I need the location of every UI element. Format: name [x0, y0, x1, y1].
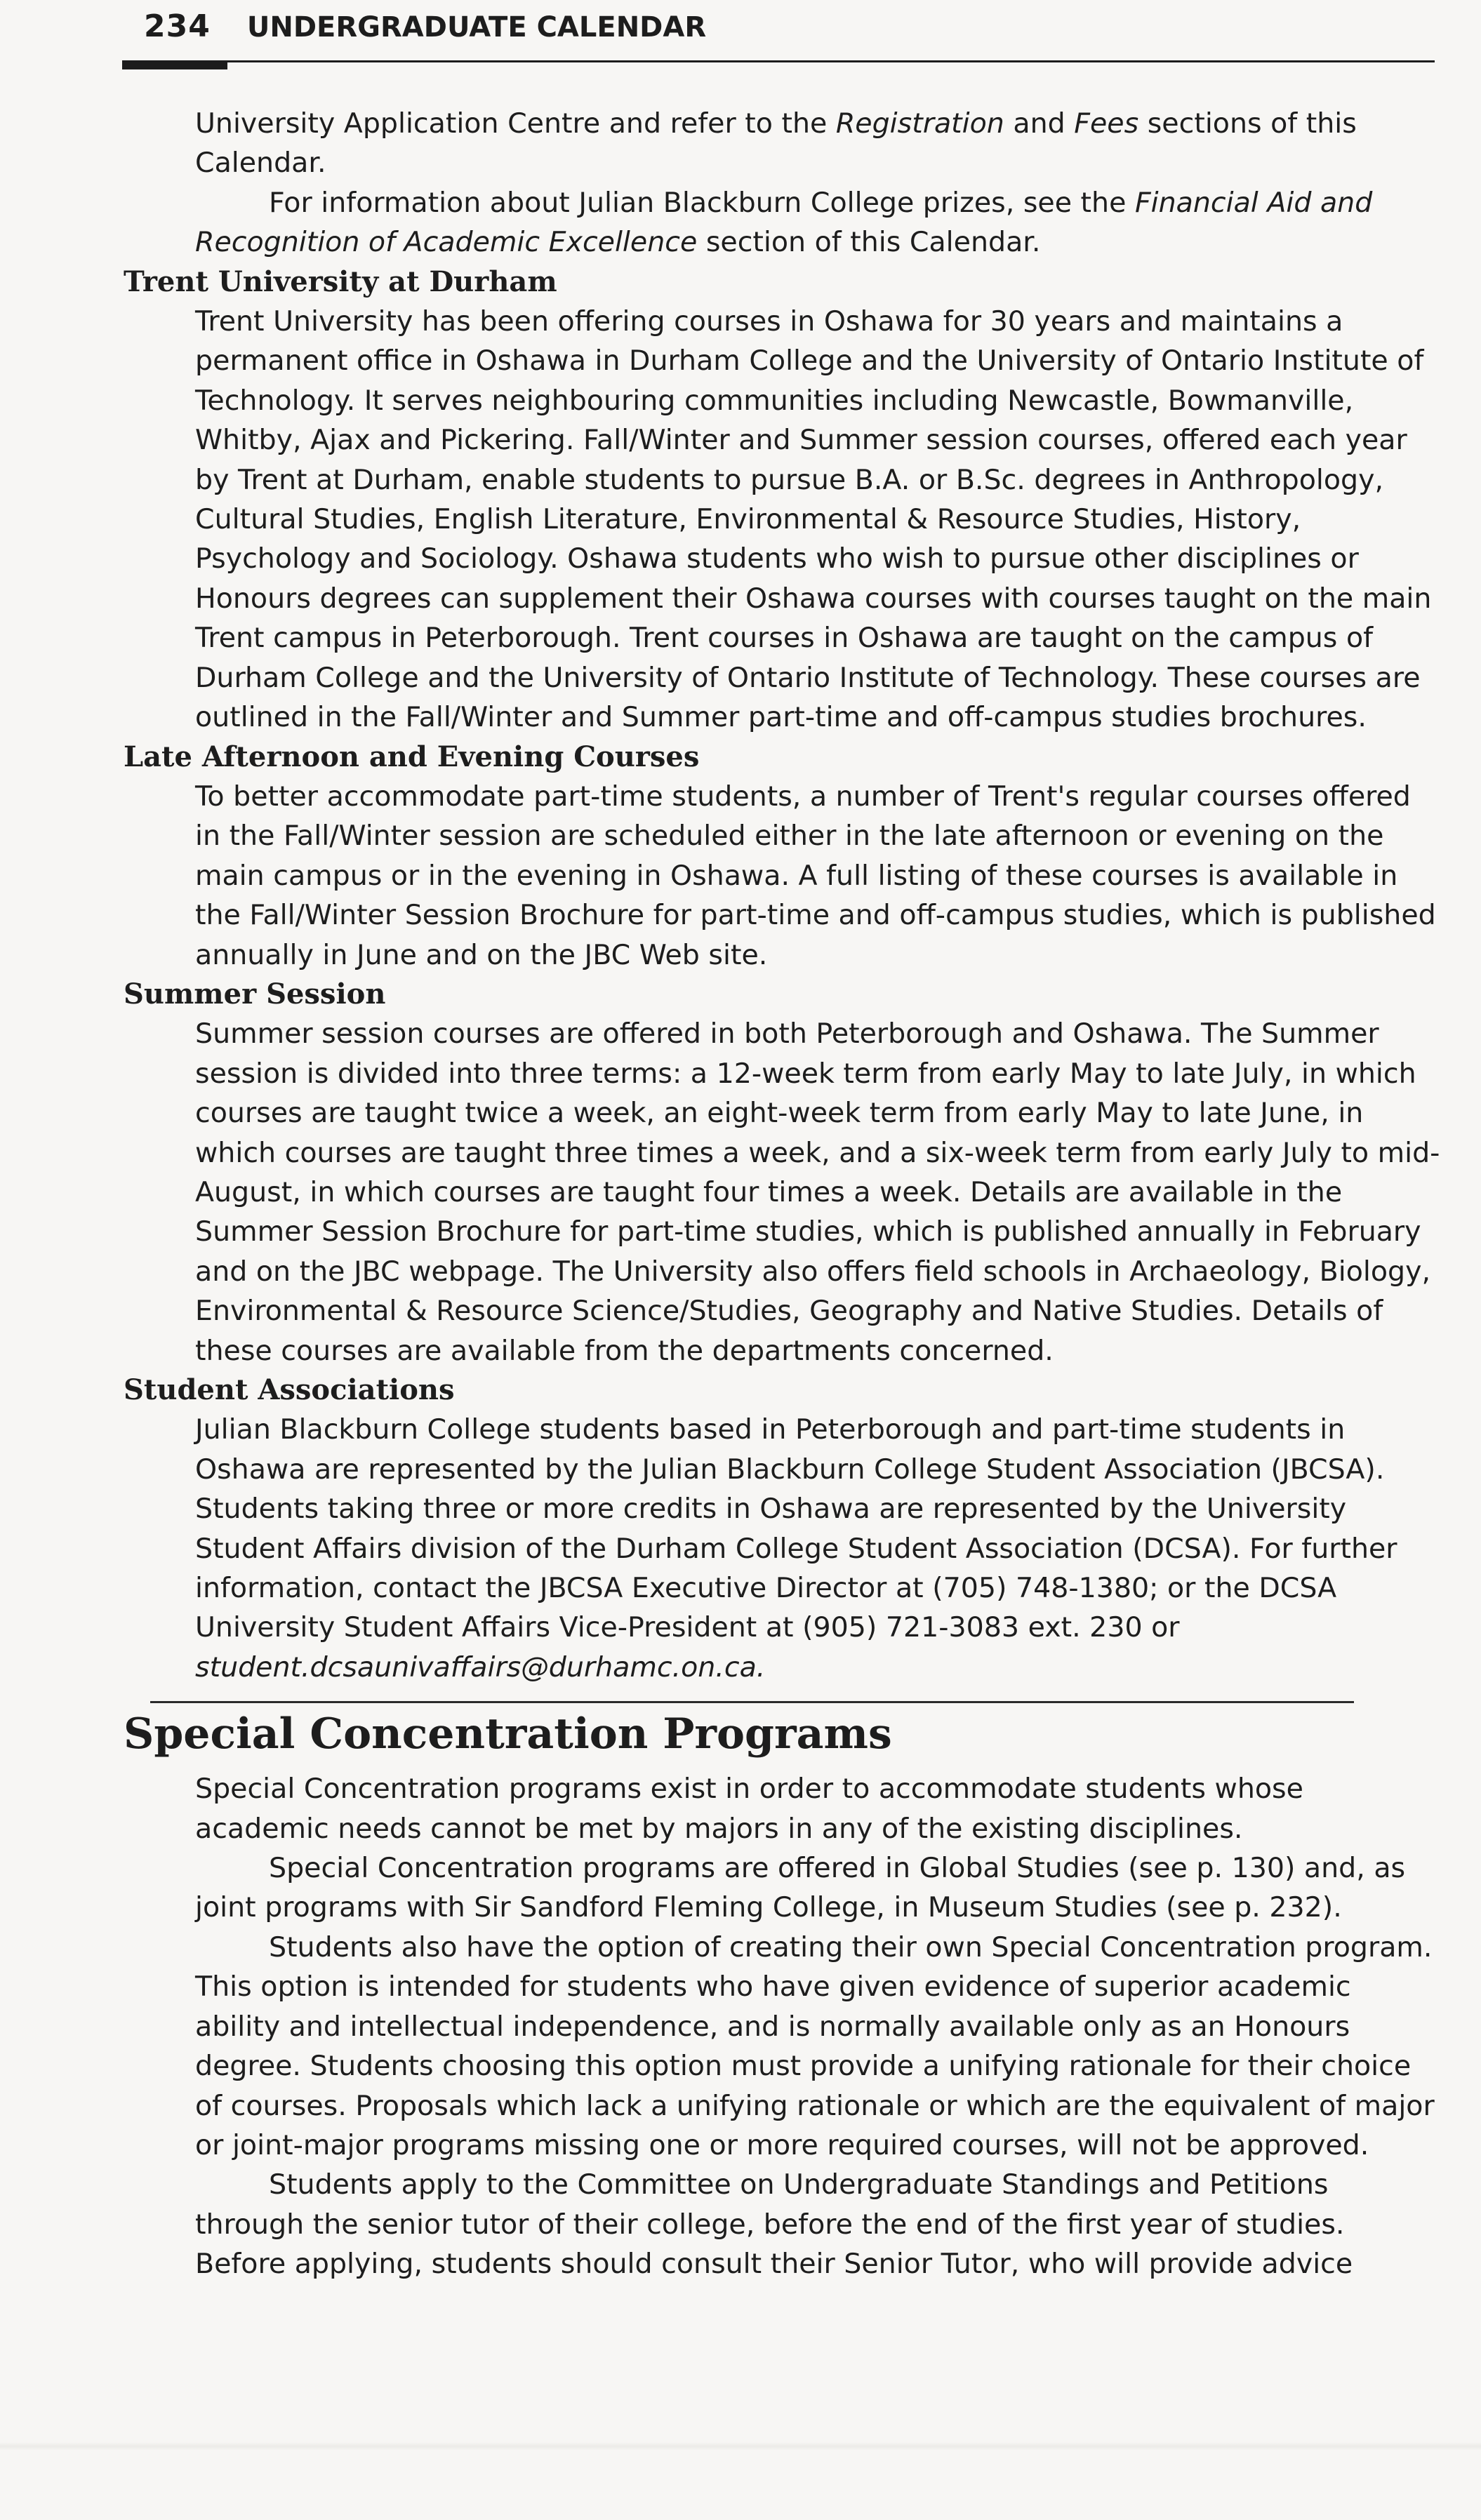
header-rule — [122, 60, 1435, 62]
intro-text: University Application Centre and refer to the — [195, 107, 836, 140]
prizes-end: section of this Calendar. — [697, 226, 1041, 259]
intro-paragraph — [0, 104, 1441, 183]
registration-ref: Registration — [835, 107, 1004, 140]
section-heading-late-afternoon: Late Afternoon and Evening Courses — [124, 740, 700, 773]
page-header — [144, 8, 706, 58]
running-head: UNDERGRADUATE CALENDAR — [246, 11, 707, 44]
student-associations-text: Julian Blackburn College students based in Peterborough and part-time students in Oshawa are represented by the Julian Blackburn College Student Association (JBCSA). Students taking three or more credits in Oshawa are represented by the University Student Affairs division of the Durham College Student Association (DCSA). For further information, contact the JBCSA Executive Director at (705) 748-1380; or the DCSA University Student Affairs Vice-President at (905) 721-3083 ext. 230 or — [195, 1413, 1397, 1644]
section-heading-student-associations: Student Associations — [124, 1373, 455, 1406]
page-bottom-edge — [0, 2442, 1481, 2451]
summer-session-paragraph: Summer session courses are offered in both Peterborough and Oshawa. The Summer session is divided into three terms: a 12-week term from early May to late July, in which courses are taught twice a week, an eight-week term from early May to late June, in which courses are taught three times a week, and a six-week term from early July to mid-August, in which courses are taught four times a week. Details are available in the Summer Session Brochure for part-time studies, which is published annually in February and on the JBC webpage. The University also offers field schools in Archaeology, Biology, Environmental & Resource Science/Studies, Geography and Native Studies. Details of these courses are available from the departments concerned. — [195, 1018, 1440, 1367]
special-concentration-paragraph-3: Students also have the option of creating their own Special Concentration program. This option is intended for students who have given evidence of superior academic ability and intellectual independence, and is normally available only as an Honours degree. Students choosing this option must provide a unifying rationale for their choice of courses. Proposals which lack a unifying rationale or which are the equivalent of major or joint-major programs missing one or more required courses, will not be approved. — [195, 1931, 1435, 2161]
late-afternoon-paragraph: To better accommodate part-time students, a number of Trent's regular courses offered in the Fall/Winter session are scheduled either in the late afternoon or evening on the main campus or in the evening in Oshawa. A full listing of these courses is available in the Fall/Winter Session Brochure for part-time and off-campus studies, which is published annually in June and on the JBC Web site. — [195, 780, 1436, 971]
page-body — [0, 104, 1481, 2284]
main-heading-special-concentration: Special Concentration Programs — [124, 1709, 892, 1759]
fees-ref: Fees — [1074, 107, 1139, 140]
special-concentration-paragraph-2: Special Concentration programs are offered in Global Studies (see p. 130) and, as joint programs with Sir Sandford Fleming College, in Museum Studies (see p. 232). — [195, 1852, 1406, 1924]
special-concentration-paragraph-4: Students apply to the Committee on Undergraduate Standings and Petitions through the senior tutor of their college, before the end of the first year of studies. Before applying, students should consult their Senior Tutor, who will provide advice — [195, 2168, 1353, 2281]
section-heading-summer-session: Summer Session — [124, 977, 386, 1011]
prizes-text: For information about Julian Blackburn College prizes, see the — [269, 186, 1135, 219]
section-divider — [150, 1701, 1354, 1703]
dcsa-email: student.dcsaunivaffairs@durhamc.on.ca. — [195, 1651, 766, 1684]
page-number: 234 — [144, 8, 211, 44]
section-heading-trent-durham: Trent University at Durham — [124, 265, 557, 298]
intro-and: and — [1004, 107, 1075, 140]
prizes-section-ref: Financial Aid and Recognition of Academic Excellence — [195, 186, 1373, 259]
prizes-paragraph — [0, 183, 1441, 262]
intro-end: sections of this Calendar. — [195, 107, 1357, 180]
trent-durham-paragraph: Trent University has been offering courses in Oshawa for 30 years and maintains a permanent office in Oshawa in Durham College and the University of Ontario Institute of Technology. It serves neighbouring communities including Newcastle, Bowmanville, Whitby, Ajax and Pickering. Fall/Winter and Summer session courses, offered each year by Trent at Durham, enable students to pursue B.A. or B.Sc. degrees in Anthropology, Cultural Studies, English Literature, Environmental & Resource Studies, History, Psychology and Sociology. Oshawa students who wish to pursue other disciplines or Honours degrees can supplement their Oshawa courses with courses taught on the main Trent campus in Peterborough. Trent courses in Oshawa are taught on the campus of Durham College and the University of Ontario Institute of Technology. These courses are outlined in the Fall/Winter and Summer part-time and off-campus studies brochures. — [195, 305, 1432, 734]
special-concentration-paragraph-1: Special Concentration programs exist in order to accommodate students whose academic needs cannot be met by majors in any of the existing disciplines. — [195, 1773, 1303, 1845]
student-associations-paragraph — [0, 1410, 1441, 1687]
